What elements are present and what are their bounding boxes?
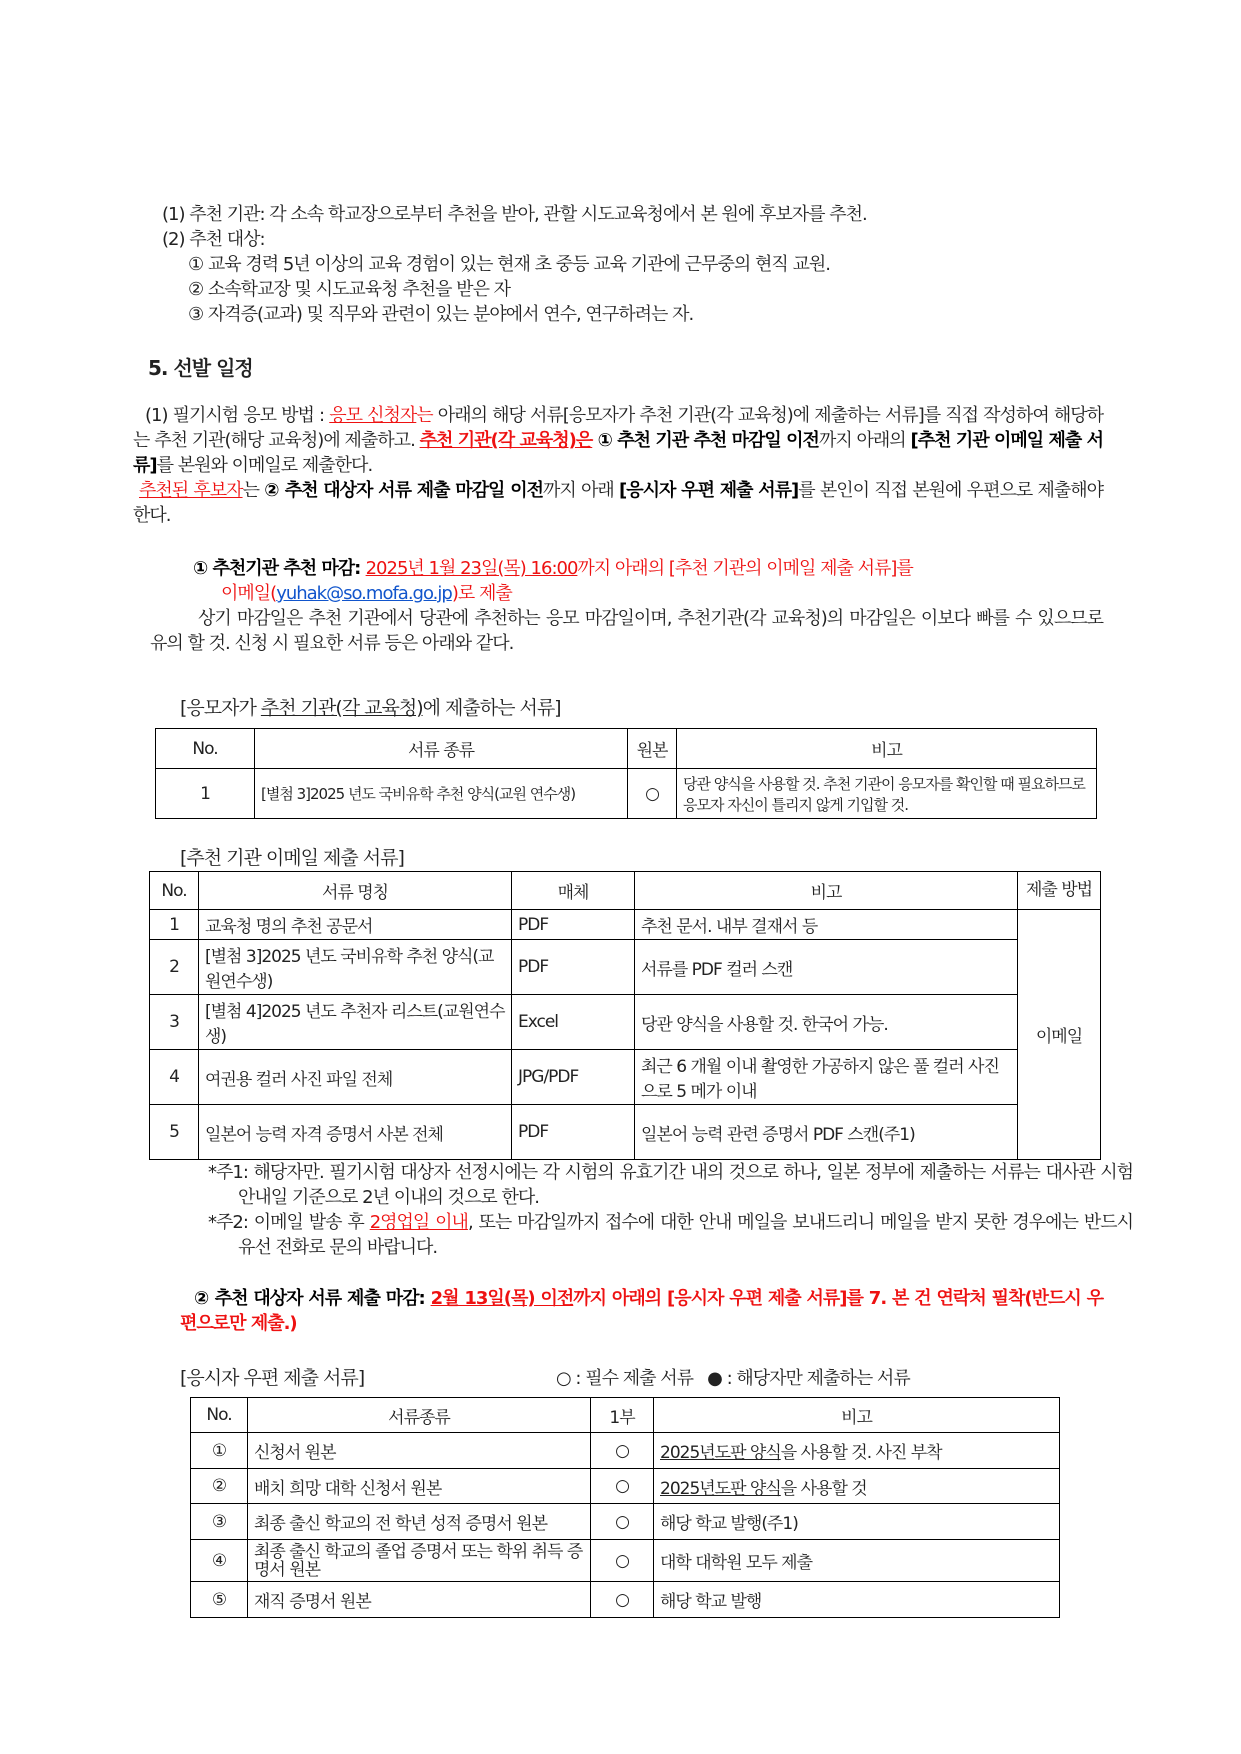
section-title: 5. 선발 일정 <box>148 356 253 380</box>
cell: 대학 대학원 모두 제출 <box>654 1540 1060 1582</box>
table-row <box>150 1050 1101 1105</box>
text: 까지 아래 <box>543 480 620 501</box>
cell: JPG/PDF <box>512 1050 635 1105</box>
col-header: 서류 명칭 <box>199 872 512 910</box>
text: 2월 13일(목) 이전 <box>430 1288 574 1309</box>
cell: 1 <box>156 769 255 819</box>
text: ① 추천 기관 추천 마감일 이전 <box>592 430 819 451</box>
table3-title: [응시자 우편 제출 서류] <box>180 1367 365 1389</box>
cell: ○ <box>591 1433 654 1469</box>
cell: 배치 희망 대학 신청서 원본 <box>248 1469 591 1504</box>
table-row <box>191 1433 1060 1469</box>
text: 응모 신청자 <box>329 405 417 426</box>
cell: 최종 출신 학교의 전 학년 성적 증명서 원본 <box>248 1504 591 1540</box>
text-line: (2) 추천 대상: <box>162 229 265 250</box>
table-row <box>191 1540 1060 1582</box>
cell: [별첨 4]2025 년도 추천자 리스트(교원연수생) <box>199 995 512 1050</box>
col-header: 1부 <box>591 1398 654 1433</box>
table-header-row <box>150 872 1101 910</box>
text: 는 <box>242 480 265 501</box>
text: 2025년 1월 23일(목) 16:00 <box>365 558 578 579</box>
legend-required: ○ : 필수 제출 서류 <box>556 1368 693 1389</box>
cell: ⑤ <box>191 1582 248 1618</box>
table-row <box>191 1504 1060 1540</box>
col-header: No. <box>156 729 255 769</box>
cell: ○ <box>628 769 677 819</box>
table-header-row <box>156 729 1097 769</box>
cell: 2 <box>150 940 199 995</box>
table-row <box>191 1469 1060 1504</box>
col-header: No. <box>191 1398 248 1433</box>
cell: 당관 양식을 사용할 것. 한국어 가능. <box>635 995 1018 1050</box>
text: )로 제출 <box>451 583 512 604</box>
col-header: 원본 <box>628 729 677 769</box>
col-header: 서류종류 <box>248 1398 591 1433</box>
cell: 3 <box>150 995 199 1050</box>
text: 이메일( <box>221 583 277 604</box>
col-header: 비고 <box>654 1398 1060 1433</box>
text: 을 사용할 것. 사진 부착 <box>780 1443 942 1463</box>
application-method-paragraph <box>133 403 1103 528</box>
text: ② 추천 대상자 서류 제출 마감: <box>194 1288 431 1309</box>
col-header: 서류 종류 <box>255 729 628 769</box>
cell: ① <box>191 1433 248 1469</box>
cell: 해당 학교 발행(주1) <box>654 1504 1060 1540</box>
text: 추천 기관(각 교육청)은 <box>419 430 593 451</box>
deadline-2 <box>180 1286 1103 1336</box>
cell: ○ <box>591 1469 654 1504</box>
text: 아래의 해당 서류[응모자가 추천 기관(각 교육청)에 제출하는 서류]를 직접 작성하여 해당하는 추천 기관(해당 교육청)에 제출하고. <box>133 405 1103 451</box>
cell: 최근 6 개월 이내 촬영한 가공하지 않은 풀 컬러 사진으로 5 메가 이내 <box>635 1050 1018 1105</box>
cell: 최종 출신 학교의 졸업 증명서 또는 학위 취득 증명서 원본 <box>248 1540 591 1582</box>
cell: ④ <box>191 1540 248 1582</box>
legend-optional: ● : 해당자만 제출하는 서류 <box>707 1368 910 1389</box>
deadline-1 <box>193 556 1103 606</box>
cell: ○ <box>591 1504 654 1540</box>
cell: 일본어 능력 자격 증명서 사본 전체 <box>199 1105 512 1160</box>
cell: PDF <box>512 910 635 940</box>
cell <box>654 1469 1060 1504</box>
col-header: 매체 <box>512 872 635 910</box>
cell: 당관 양식을 사용할 것. 추천 기관이 응모자를 확인할 때 필요하므로 응모자 자신이 틀리지 않게 기입할 것. <box>677 769 1097 819</box>
cell: 추천 문서. 내부 결재서 등 <box>635 910 1018 940</box>
cell: 4 <box>150 1050 199 1105</box>
text: [추천 기관 이메일 제출 서류] <box>133 430 1103 476</box>
cell: Excel <box>512 995 635 1050</box>
text: ② 추천 대상자 서류 제출 마감일 이전 <box>264 480 543 501</box>
cell: 1 <box>150 910 199 940</box>
email-link[interactable]: yuhak@so.mofa.go.jp <box>276 583 452 604</box>
text: 까지 아래의 [응시자 우편 제출 서류]를 7. 본 건 연락처 필착(반드시 우편으로만 제출.) <box>180 1288 1104 1334</box>
text-line: ① 교육 경력 5년 이상의 교육 경험이 있는 현재 초 중등 교육 기관에 근무중의 현직 교원. <box>188 254 830 275</box>
cell: ③ <box>191 1504 248 1540</box>
cell: PDF <box>512 1105 635 1160</box>
table2-title: [추천 기관 이메일 제출 서류] <box>180 847 404 869</box>
text: 까지 아래의 <box>818 430 911 451</box>
text: 2025년도판 양식 <box>660 1478 781 1499</box>
cell: 서류를 PDF 컬러 스캔 <box>635 940 1018 995</box>
text: [응시자 우편 제출 서류] <box>619 480 799 501</box>
cell: 해당 학교 발행 <box>654 1582 1060 1618</box>
text: 을 사용할 것 <box>780 1478 867 1499</box>
note-1: *주1: 해당자만. 필기시험 대상자 선정시에는 각 시험의 유효기간 내의 것으로 하나, 일본 정부에 제출하는 서류는 대사관 시험 안내일 기준으로 2년 이내의 것으로 한다. <box>208 1162 1133 1208</box>
eligibility-section <box>162 202 867 327</box>
text: 추천된 후보자 <box>139 480 243 501</box>
col-header: 비고 <box>635 872 1018 910</box>
cell: 교육청 명의 추천 공문서 <box>199 910 512 940</box>
text: 까지 아래의 [추천 기관의 이메일 제출 서류]를 <box>577 558 913 579</box>
cell: [별첨 3]2025 년도 국비유학 추천 양식(교원 연수생) <box>255 769 628 819</box>
table-applicant-mail-docs <box>190 1397 1060 1618</box>
cell: ○ <box>591 1540 654 1582</box>
text: [응모자가 <box>180 697 261 719</box>
cell: 신청서 원본 <box>248 1433 591 1469</box>
table-row <box>191 1582 1060 1618</box>
text: 2영업일 이내 <box>369 1212 468 1233</box>
deadline-1-note: 상기 마감일은 추천 기관에서 당관에 추천하는 응모 마감일이며, 추천기관(각 교육청)의 마감일은 이보다 빠를 수 있으므로 유의 할 것. 신청 시 필요한 서류 등은 아래와 같다. <box>150 608 1103 654</box>
cell-method: 이메일 <box>1018 910 1101 1160</box>
text: *주2: 이메일 발송 후 <box>208 1212 370 1233</box>
cell: 일본어 능력 관련 증명서 PDF 스캔(주1) <box>635 1105 1018 1160</box>
text: 를 본원와 이메일로 제출한다. <box>156 455 373 476</box>
text: 추천 기관(각 교육청) <box>260 697 423 719</box>
cell: PDF <box>512 940 635 995</box>
table-institution-email-docs <box>149 871 1101 1160</box>
text: 는 <box>416 405 433 426</box>
col-header: 제출 방법 <box>1018 872 1101 910</box>
text-line: ② 소속학교장 및 시도교육청 추천을 받은 자 <box>188 279 511 300</box>
cell: 재직 증명서 원본 <box>248 1582 591 1618</box>
text: 에 제출하는 서류] <box>422 697 561 719</box>
legend <box>556 1366 910 1391</box>
cell: [별첨 3]2025 년도 국비유학 추천 양식(교원연수생) <box>199 940 512 995</box>
cell <box>654 1433 1060 1469</box>
table-row <box>150 995 1101 1050</box>
text: ① 추천기관 추천 마감: <box>193 558 366 579</box>
cell: 5 <box>150 1105 199 1160</box>
text: (1) 필기시험 응모 방법 : <box>145 405 330 426</box>
cell: ○ <box>591 1582 654 1618</box>
cell: ② <box>191 1469 248 1504</box>
table1-title <box>180 696 561 721</box>
text-line: (1) 추천 기관: 각 소속 학교장으로부터 추천을 받아, 관할 시도교육청에서 본 원에 후보자를 추천. <box>162 204 867 225</box>
note-2 <box>208 1210 1133 1260</box>
table-row <box>156 769 1097 819</box>
text-line: ③ 자격증(교과) 및 직무와 관련이 있는 분야에서 연수, 연구하려는 자. <box>188 304 694 325</box>
text: , 또는 마감일까지 접수에 대한 안내 메일을 보내드리니 메일을 받지 못한 경우에는 반드시 유선 전화로 문의 바랍니다. <box>238 1212 1133 1258</box>
table-applicant-docs <box>155 728 1097 819</box>
table-header-row <box>191 1398 1060 1433</box>
table-row <box>150 940 1101 995</box>
table-row <box>150 910 1101 940</box>
text: 2025년도판 양식 <box>660 1443 781 1463</box>
table-row <box>150 1105 1101 1160</box>
text: 를 본인이 직접 본원에 우편으로 제출해야 한다. <box>133 480 1104 526</box>
cell: 여권용 컬러 사진 파일 전체 <box>199 1050 512 1105</box>
col-header: 비고 <box>677 729 1097 769</box>
col-header: No. <box>150 872 199 910</box>
